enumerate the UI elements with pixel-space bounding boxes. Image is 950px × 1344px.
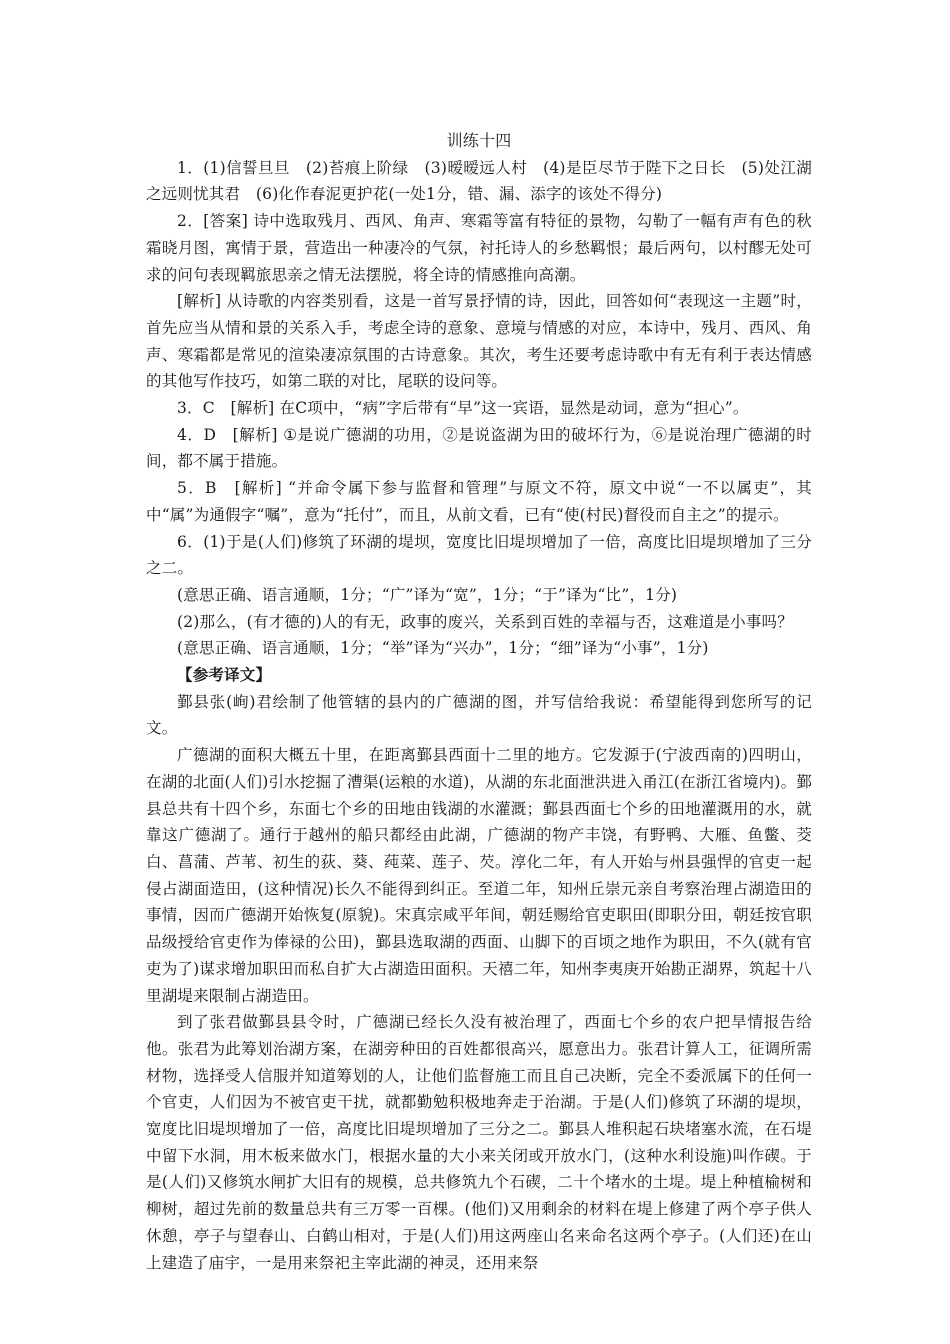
answer-6-1-scoring: (意思正确、语言通顺，1分；“广”译为“宽”，1分；“于”译为“比”，1分) [177,585,678,604]
document-body [146,128,812,1276]
reference-translation-heading: 【参考译文】 [177,665,272,685]
answer-4: 4．D [解析] ①是说广德湖的功用，②是说盗湖为田的破坏行为，⑥是说治理广德湖的时间，都不属于措施。 [146,425,812,471]
answer-1: 1．(1)信誓旦旦 (2)苔痕上阶绿 (3)暧暧远人村 (4)是臣尽节于陛下之日长 (5)处江湖之远则忧其君 (6)化作春泥更护花(一处1分，错、漏、添字的该处不得分) [146,158,812,204]
answer-6-2: (2)那么，(有才德的)人的有无，政事的废兴，关系到百姓的幸福与否，这难道是小事吗？ [177,612,793,631]
answer-3: 3．C [解析] 在C项中，“病”字后带有“早”这一宾语，显然是动词，意为“担心”。 [177,399,749,418]
page-title: 训练十四 [446,131,512,150]
translation-paragraph-1: 鄞县张(峋)君绘制了他管辖的县内的广德湖的图，并写信给我说：希望能得到您所写的记文。 [146,692,812,738]
translation-paragraph-3: 到了张君做鄞县县令时，广德湖已经长久没有被治理了，西面七个乡的农户把旱情报告给他。张君为此筹划治湖方案，在湖旁种田的百姓都很高兴，愿意出力。张君计算人工，征调所需材物，选择受人信服并知道筹划的人，让他们监督施工而且自己决断，完全不委派属下的任何一个官吏，人们因为不被官吏干扰，就都勤勉积极地奔走于治湖。于是(人们)修筑了环湖的堤坝，宽度比旧堤坝增加了一倍，高度比旧堤坝增加了三分之二。鄞县人堆积起石块堵塞水流，在石堤中留下水洞，用木板来做水门，根据水量的大小来关闭或开放水门，(这种水利设施)叫作碶。于是(人们)又修筑水闸扩大旧有的规模，总共修筑九个石碶，二十个堵水的土堤。堤上种植榆树和柳树，超过先前的数量总共有三万零一百棵。(他们)又用剩余的材料在堤上修建了两个亭子供人休憩，亭子与望春山、白鹤山相对，于是(人们)用这两座山名来命名这两个亭子。(人们还)在山上建造了庙宇，一是用来祭祀主宰此湖的神灵，还用来祭 [146,1013,812,1272]
answer-2: 2．[答案] 诗中选取残月、西风、角声、寒霜等富有特征的景物，勾勒了一幅有声有色的秋霜晓月图，寓情于景，营造出一种凄冷的气氛，衬托诗人的乡愁羁恨；最后两句，以村醪无处可求的问句表现羁旅思亲之情无法摆脱，将全诗的情感推向高潮。 [146,212,812,284]
answer-6-2-scoring: (意思正确、语言通顺，1分；“举”译为“兴办”，1分；“细”译为“小事”，1分) [177,639,709,658]
answer-5: 5．B [解析] “并命令属下参与监督和管理”与原文不符，原文中说“一不以属吏”，其中“属”为通假字“嘱”，意为“托付”，而且，从前文看，已有“使(村民)督役而自主之”的提示。 [146,479,812,524]
answer-6-1: 6．(1)于是(人们)修筑了环湖的堤坝，宽度比旧堤坝增加了一倍，高度比旧堤坝增加了三分之二。 [146,532,812,578]
answer-2-analysis: [解析] 从诗歌的内容类别看，这是一首写景抒情的诗，因此，回答如何“表现这一主题”时，首先应当从情和景的关系入手，考虑全诗的意象、意境与情感的对应，本诗中，残月、西风、角声、寒霜都是常见的渲染凄凉氛围的古诗意象。其次，考生还要考虑诗歌中有无有利于表达情感的其他写作技巧，如第二联的对比，尾联的设问等。 [146,292,812,391]
translation-paragraph-2: 广德湖的面积大概五十里，在距离鄞县西面十二里的地方。它发源于(宁波西南的)四明山，在湖的北面(人们)引水挖掘了漕渠(运粮的水道)，从湖的东北面泄洪进入甬江(在浙江省境内)。鄞县总共有十四个乡，东面七个乡的田地由钱湖的水灌溉；鄞县西面七个乡的田地灌溉用的水，就靠这广德湖了。通行于越州的船只都经由此湖，广德湖的物产丰饶，有野鸭、大雁、鱼鳖、茭白、菖蒲、芦苇、初生的荻、葵、莼菜、莲子、芡。淳化二年，有人开始与州县强悍的官吏一起侵占湖面造田，(这种情况)长久不能得到纠正。至道二年，知州丘崇元亲自考察治理占湖造田的事情，因而广德湖开始恢复(原貌)。宋真宗咸平年间，朝廷赐给官吏职田(即职分田，朝廷按官职品级授给官吏作为俸禄的公田)，鄞县选取湖的西面、山脚下的百顷之地作为职田，不久(就有官吏为了)谋求增加职田而私自扩大占湖造田面积。天禧二年，知州李夷庚开始勘正湖界，筑起十八里湖堤来限制占湖造田。 [146,746,812,1005]
